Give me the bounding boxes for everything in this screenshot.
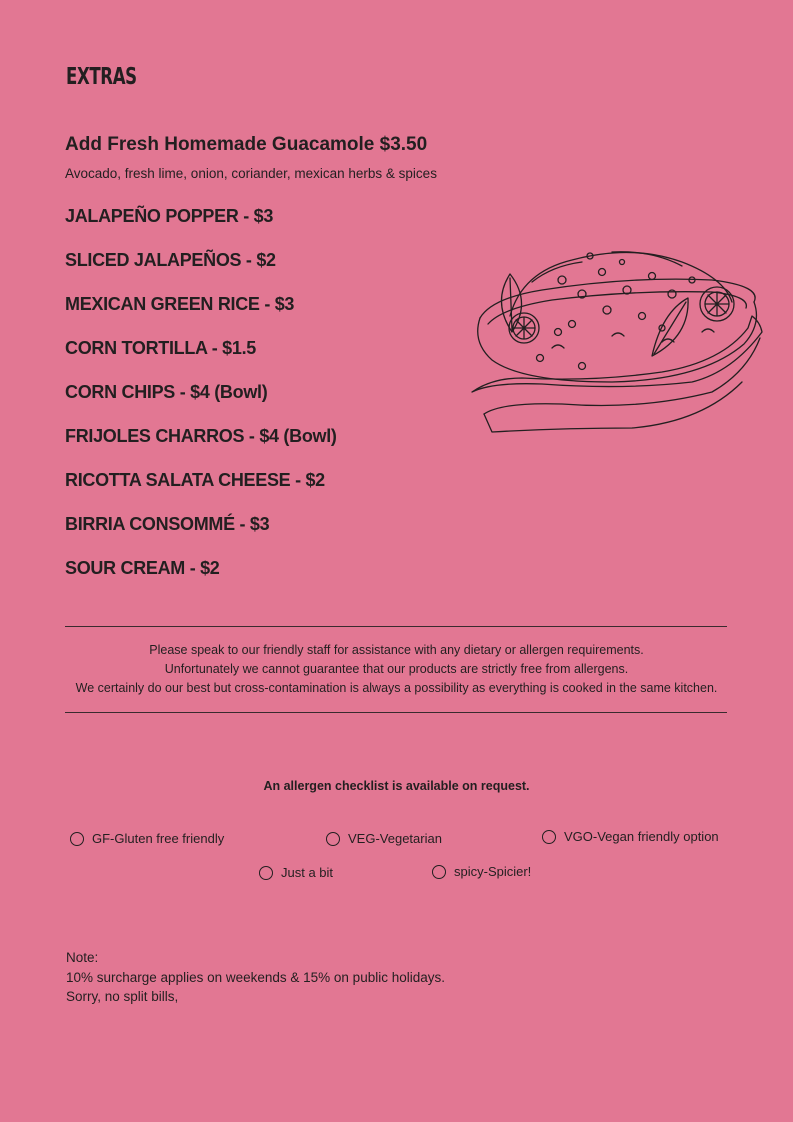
menu-item: BIRRIA CONSOMMÉ - $3 xyxy=(65,514,270,534)
rice-bowl-illustration xyxy=(462,232,772,442)
legend-label: GF-Gluten free friendly xyxy=(92,831,225,846)
circle-icon xyxy=(70,832,84,846)
allergen-notice xyxy=(0,641,793,698)
legend-gluten-free xyxy=(70,831,224,846)
section-title: EXTRAS xyxy=(66,64,137,90)
menu-item: CORN CHIPS - $4 (Bowl) xyxy=(65,382,268,402)
guacamole-title: Add Fresh Homemade Guacamole $3.50 xyxy=(65,134,428,155)
checklist-note: An allergen checklist is available on request. xyxy=(263,779,530,793)
legend-spicier xyxy=(432,864,531,879)
menu-item: RICOTTA SALATA CHEESE - $2 xyxy=(65,470,325,490)
legend-just-a-bit xyxy=(259,865,333,880)
menu-item: CORN TORTILLA - $1.5 xyxy=(65,338,257,358)
menu-item: JALAPEÑO POPPER - $3 xyxy=(65,206,274,226)
legend-vegetarian xyxy=(326,831,442,846)
guacamole-description: Avocado, fresh lime, onion, coriander, mexican herbs & spices xyxy=(65,166,437,181)
legend-label: VEG-Vegetarian xyxy=(348,831,442,846)
footnote-heading: Note: xyxy=(66,950,99,965)
legend-vegan xyxy=(542,829,719,844)
circle-icon xyxy=(542,830,556,844)
legend-label: Just a bit xyxy=(281,865,334,880)
legend-label: VGO-Vegan friendly option xyxy=(564,829,719,844)
legend-label: spicy-Spicier! xyxy=(454,864,532,879)
circle-icon xyxy=(259,866,273,880)
allergen-notice-line: We certainly do our best but cross-contamination is always a possibility as everything is cooked in the same kitchen. xyxy=(75,681,718,695)
menu-item: FRIJOLES CHARROS - $4 (Bowl) xyxy=(65,426,337,446)
menu-item: SLICED JALAPEÑOS - $2 xyxy=(65,250,276,270)
allergen-notice-line: Please speak to our friendly staff for assistance with any dietary or allergen requirements. xyxy=(149,643,644,657)
divider-top xyxy=(65,626,727,627)
footnote xyxy=(66,948,445,1007)
circle-icon xyxy=(326,832,340,846)
menu-item: MEXICAN GREEN RICE - $3 xyxy=(65,294,295,314)
footnote-line: Sorry, no split bills, xyxy=(66,989,179,1004)
footnote-line: 10% surcharge applies on weekends & 15% on public holidays. xyxy=(66,969,445,985)
divider-bottom xyxy=(65,712,727,713)
allergen-notice-line: Unfortunately we cannot guarantee that our products are strictly free from allergens. xyxy=(164,662,629,676)
circle-icon xyxy=(432,865,446,879)
menu-item: SOUR CREAM - $2 xyxy=(65,558,220,578)
